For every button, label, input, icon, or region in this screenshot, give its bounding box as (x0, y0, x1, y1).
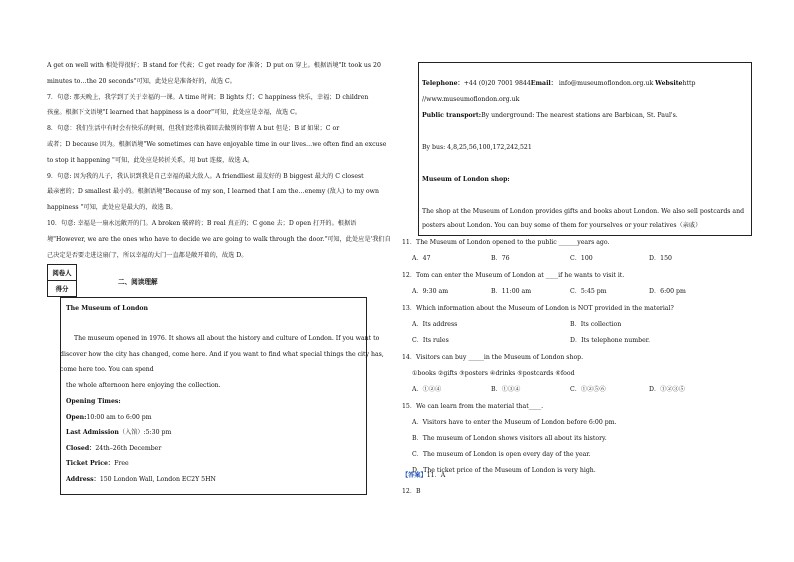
answer-option: A．Visitors have to enter the Museum of London before 6:00 pm. (412, 419, 617, 426)
answer-line-12: 12．B (402, 488, 421, 495)
shop-text-1: The shop at the Museum of London provides gifts and books about London. We also sell postcards and (422, 208, 745, 215)
answer-line: 【答案】11．A (402, 472, 446, 479)
question-items: ①books ②gifts ③posters ④drinks ⑤postcards ⑥food (412, 370, 575, 377)
explanation-line: 9．句意: 因为我的儿子，我认识到我是自己幸福的最大敌人。A friendliest 最友好的 B biggest 最大的 C closest (47, 172, 364, 180)
info-value: 24th–26th December (95, 444, 162, 452)
info-label: Open: (66, 413, 87, 421)
explanation-line: to stop it happening "可知，此处应是转折关系，用 but 连接，故选 A。 (47, 156, 254, 164)
passage-line: discover how the city has changed, come here. And if you want to find what special things the city has, (60, 350, 384, 358)
explanation-line: 10．句意: 幸福是一扇永远敞开的门。A broken 破碎的；B real 真正的；C gone 去；D open 打开的。根据语 (47, 220, 357, 227)
info-value: Free (114, 460, 129, 467)
explanation-line: 8．句意：我们生活中有时会有快乐的时刻，但我们经常执着回去做别的事情 A but 但是；B if 如果；C or (47, 125, 340, 133)
info-label: Ticket Price： (66, 460, 115, 467)
info-label: Opening Times: (66, 398, 121, 405)
question-stem: 12．Tom can enter the Museum of London at ____if he wants to visit it. (402, 272, 625, 279)
answer-option: C．100 (570, 255, 593, 262)
info-line (66, 429, 171, 437)
passage-line: come here too. You can spend (60, 366, 154, 373)
answer-option: D．6:00 pm (649, 288, 686, 295)
answer-option: A．9:30 am (412, 288, 449, 295)
answer-option: B．The museum of London shows visitors all about its history. (412, 435, 607, 442)
bus-line: By bus: 4,8,25,56,100,172,242,521 (422, 144, 532, 151)
answer-option: B．76 (491, 255, 510, 262)
info-label: Last Admission (66, 429, 119, 436)
answer-option: B．Its collection (570, 321, 622, 328)
explanation-line: 最亲密的；D smallest 最小的。根据语境"Because of my son, I learned that I am the…enemy (敌人) to my own (47, 188, 379, 196)
explanation-line: 境"However, we are the ones who have to decide we are going to walk through the door."可知，此处应是'我们自 (47, 235, 391, 243)
info-value: 10:00 am to 6:00 pm (86, 413, 152, 421)
info-value: 150 London Wall, London EC2Y 5HN (99, 475, 216, 483)
info-label: Closed： (66, 444, 96, 452)
answer-option: C．5:45 pm (570, 288, 607, 295)
answer-option: D．150 (649, 255, 672, 262)
answer-option: C．①②⑤⑥ (570, 386, 606, 393)
section-title: 二、阅读理解 (118, 278, 158, 286)
passage-line: The museum opened in 1976. It shows all about the history and culture of London. If you want to (74, 335, 380, 342)
info-value: （入馆）:5:30 pm (118, 429, 172, 436)
passage-title: The Museum of London (66, 305, 149, 312)
answer-option: A．47 (412, 255, 431, 262)
explanation-line: minutes to…the 20 seconds"可知，此处应是准备好的，故选 C。 (47, 77, 236, 85)
answer-option: D．①②③⑤ (649, 386, 685, 393)
score-cell: 得分 (48, 281, 77, 297)
shop-title: Museum of London shop: (422, 176, 510, 183)
explanation-line: happiness "可知，此处应是最大的，故选 B。 (47, 204, 177, 212)
explanation-line: 己决定是否要走进这扇门'，所以幸福的大门一直都是敞开着的，故选 D。 (47, 251, 248, 259)
answer-option: C．Its rules (412, 337, 449, 344)
question-stem: 14．Visitors can buy _____in the Museum of London shop. (402, 354, 584, 361)
explanation-line: A get on well with 相处得很好；B stand for 代表；C get ready for 准备；D put on 穿上。根据语境"It took us 20 (47, 62, 381, 69)
info-line (66, 445, 161, 453)
info-line (66, 414, 152, 422)
passage-line: the whole afternoon here enjoying the collection. (66, 381, 221, 389)
explanation-line: 7．句意: 那天晚上，我学到了关于幸福的一课。A time 时间；B lights 灯；C happiness 快乐，幸福；D children (47, 93, 369, 101)
question-stem: 15．We can learn from the material that____. (402, 403, 544, 410)
answer-option: D．Its telephone number. (570, 337, 650, 344)
answer-option: B．①③④ (491, 386, 521, 393)
question-stem: 11．The Museum of London opened to the public ______years ago. (402, 239, 610, 246)
explanation-line: 孩童。根据下文语境"I learned that happiness is a door"可知，此处应是幸福，故选 C。 (47, 109, 302, 117)
contact-line: Telephone：+44 (0)20 7001 9844Email： info@museumoflondon.org.uk Websitehttp (422, 80, 696, 87)
grader-cell: 阅卷人 (48, 265, 77, 281)
explanation-line: 或者；D because 因为。根据语境"We sometimes can have enjoyable time in our lives…we often find an excuse (47, 141, 387, 148)
transport-line: Public transport:By underground: The nearest stations are Barbican, St. Paul's. (422, 112, 678, 119)
info-label: Address： (66, 475, 100, 483)
question-stem: 13．Which information about the Museum of London is NOT provided in the material? (402, 305, 674, 312)
answer-option: A．①②④ (412, 386, 442, 393)
website-line: //www.museumoflondon.org.uk (422, 96, 520, 103)
answer-option: D．The ticket price of the Museum of London is very high. (412, 467, 596, 474)
answer-option: C．The museum of London is open every day of the year. (412, 451, 591, 458)
score-table (47, 264, 117, 297)
answer-option: A．Its address (412, 321, 458, 328)
shop-text-2: posters about London. You can buy some of them for yourselves or your relatives（亲戚） (422, 222, 702, 229)
info-line (66, 476, 216, 484)
info-line (66, 460, 129, 468)
answer-option: B．11:00 am (491, 288, 532, 295)
info-line (66, 398, 121, 406)
